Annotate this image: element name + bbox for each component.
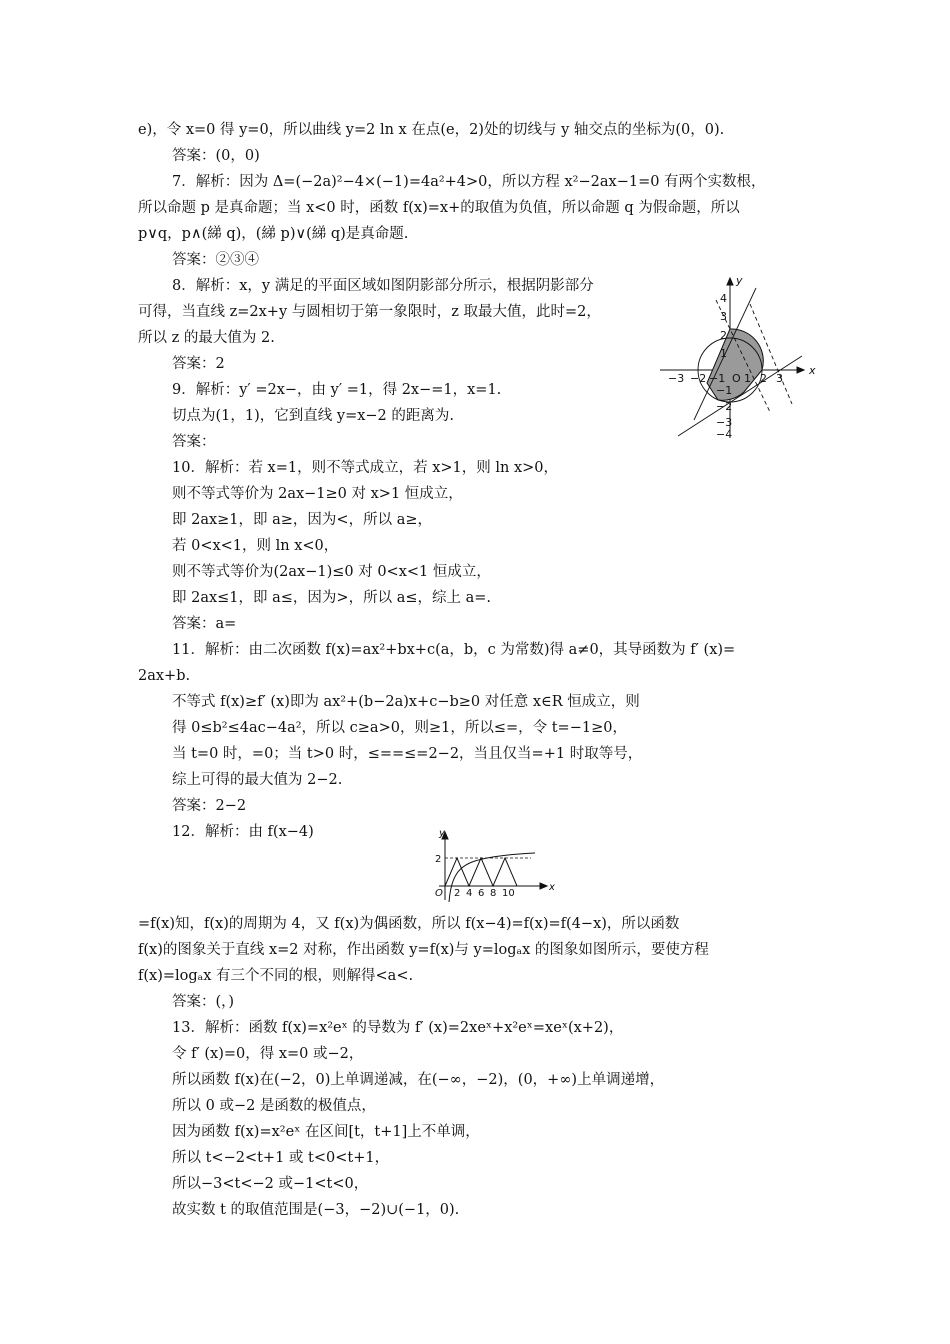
y-tick-label: 3 <box>720 310 727 323</box>
text-line: 若 0<x<1，则 ln x<0， <box>172 538 339 554</box>
text-line: 则不等式等价为 2ax−1≥0 对 x>1 恒成立， <box>172 486 463 502</box>
text-line: 令 f′ (x)=0，得 x=0 或−2， <box>172 1046 364 1062</box>
y-tick-label: 2 <box>435 854 442 865</box>
x-axis-arrow <box>540 883 547 889</box>
x-tick-label: 4 <box>466 888 473 899</box>
x-axis-arrow <box>797 367 804 373</box>
text-line: 所以 z 的最大值为 2. <box>138 330 275 346</box>
answer-line: 答案：(0，0) <box>172 148 260 164</box>
x-tick-label: 10 <box>502 888 515 899</box>
text-line: =f(x)知，f(x)的周期为 4，又 f(x)为偶函数，所以 f(x−4)=f(x)=f(4−x)，所以函数 <box>138 916 680 932</box>
answer-line: 答案：2 <box>172 356 225 372</box>
answer-line: 答案：(，) <box>172 994 235 1010</box>
text-line: 因为函数 f(x)=x²eˣ 在区间[t，t+1]上不单调， <box>172 1124 480 1140</box>
y-tick-label: −1 <box>716 384 733 397</box>
text-line: 所以−3<t<−2 或−1<t<0， <box>172 1176 369 1192</box>
text-line: 所以 0 或−2 是函数的极值点， <box>172 1098 376 1114</box>
x-tick-label: −1 <box>709 372 726 385</box>
text-line: 即 2ax≥1，即 a≥，因为<，所以 a≥， <box>172 512 432 528</box>
y-tick-label: −3 <box>716 416 733 429</box>
y-axis-label: y <box>736 274 743 287</box>
answer-line: 答案：2−2 <box>172 798 247 814</box>
text-line: 不等式 f(x)≥f′ (x)即为 ax²+(b−2a)x+c−b≥0 对任意 x∈R 恒成立，则 <box>172 694 640 710</box>
text-line: 综上可得的最大值为 2−2. <box>172 772 343 788</box>
x-axis-label: x <box>809 364 816 377</box>
text-line: 所以函数 f(x)在(−2，0)上单调递减，在(−∞，−2)，(0，+∞)上单调递增， <box>172 1072 665 1088</box>
x-tick-label: −2 <box>690 372 707 385</box>
x-tick-label: 2 <box>454 888 461 899</box>
text-line: 所以 t<−2<t+1 或 t<0<t+1， <box>172 1150 390 1166</box>
text-line: 2ax+b. <box>138 668 191 684</box>
x-tick-label: 1 <box>744 372 751 385</box>
text-line: 13．解析：函数 f(x)=x²eˣ 的导数为 f′ (x)=2xeˣ+x²eˣ=xeˣ(x+2)， <box>172 1020 624 1036</box>
origin-label: O <box>732 372 741 385</box>
text-line: 故实数 t 的取值范围是(−3，−2)∪(−1，0). <box>172 1202 460 1218</box>
text-line: 9．解析：y′ =2x−，由 y′ =1，得 2x−=1，x=1. <box>172 382 502 398</box>
x-tick-label: 6 <box>478 888 485 899</box>
x-tick-label: −3 <box>668 372 685 385</box>
text-line: 10．解析：若 x=1，则不等式成立，若 x>1，则 ln x>0， <box>172 460 559 476</box>
text-line: 11．解析：由二次函数 f(x)=ax²+bx+c(a，b，c 为常数)得 a≠0，其导函数为 f′ (x)= <box>172 642 736 658</box>
origin-label: O <box>435 888 443 899</box>
y-axis-label: y <box>439 828 445 839</box>
x-tick-label: 8 <box>490 888 497 899</box>
text-line: 则不等式等价为(2ax−1)≤0 对 0<x<1 恒成立， <box>172 564 491 580</box>
x-axis-label: x <box>549 882 555 893</box>
text-line: f(x)的图象关于直线 x=2 对称，作出函数 y=f(x)与 y=logₐx 的图象如图所示，要使方程 <box>138 942 709 958</box>
text-line: 所以命题 p 是真命题；当 x<0 时，函数 f(x)=x+的取值为负值，所以命题 q 为假命题，所以 <box>138 200 740 216</box>
answer-line: 答案：②③④ <box>172 252 259 268</box>
y-tick-label: −2 <box>716 400 733 413</box>
text-line: 7．解析：因为 Δ=(−2a)²−4×(−1)=4a²+4>0，所以方程 x²−2ax−1=0 有两个实数根， <box>172 174 766 190</box>
text-line: 得 0≤b²≤4ac−4a²，所以 c≥a>0，则≥1，所以≤=，令 t=−1≥0， <box>172 720 627 736</box>
text-line: 当 t=0 时，=0；当 t>0 时，≤==≤=2−2，当且仅当=+1 时取等号， <box>172 746 643 762</box>
answer-line: 答案： <box>172 434 216 450</box>
answer-line: 答案：a= <box>172 616 237 632</box>
text-line: p∨q，p∧(綈 q)，(綈 p)∨(綈 q)是真命题. <box>138 226 409 242</box>
y-tick-label: 1 <box>720 347 727 360</box>
y-axis-arrow <box>727 278 733 285</box>
text-line: 8．解析：x，y 满足的平面区域如图阴影部分所示，根据阴影部分 <box>172 278 594 294</box>
text-line: e)，令 x=0 得 y=0，所以曲线 y=2 ln x 在点(e，2)处的切线与 y 轴交点的坐标为(0，0). <box>138 122 725 138</box>
text-line: f(x)=logₐx 有三个不同的根，则解得<a<. <box>138 968 414 984</box>
x-tick-label: 3 <box>776 372 783 385</box>
periodic-function-curve <box>445 858 517 886</box>
text-line: 切点为(1，1)，它到直线 y=x−2 的距离为. <box>172 408 454 424</box>
feasible-region-figure <box>652 272 822 440</box>
text-line: 可得，当直线 z=2x+y 与圆相切于第一象限时，z 取最大值，此时=2， <box>138 304 601 320</box>
text-line: 12．解析：由 f(x−4) <box>172 824 314 840</box>
periodic-function-figure <box>425 826 555 906</box>
y-tick-label: 2 <box>720 329 727 342</box>
y-tick-label: 4 <box>720 292 727 305</box>
x-tick-label: 2 <box>760 372 767 385</box>
y-tick-label: −4 <box>716 428 733 440</box>
text-line: 即 2ax≤1，即 a≤，因为>，所以 a≤，综上 a=. <box>172 590 491 606</box>
